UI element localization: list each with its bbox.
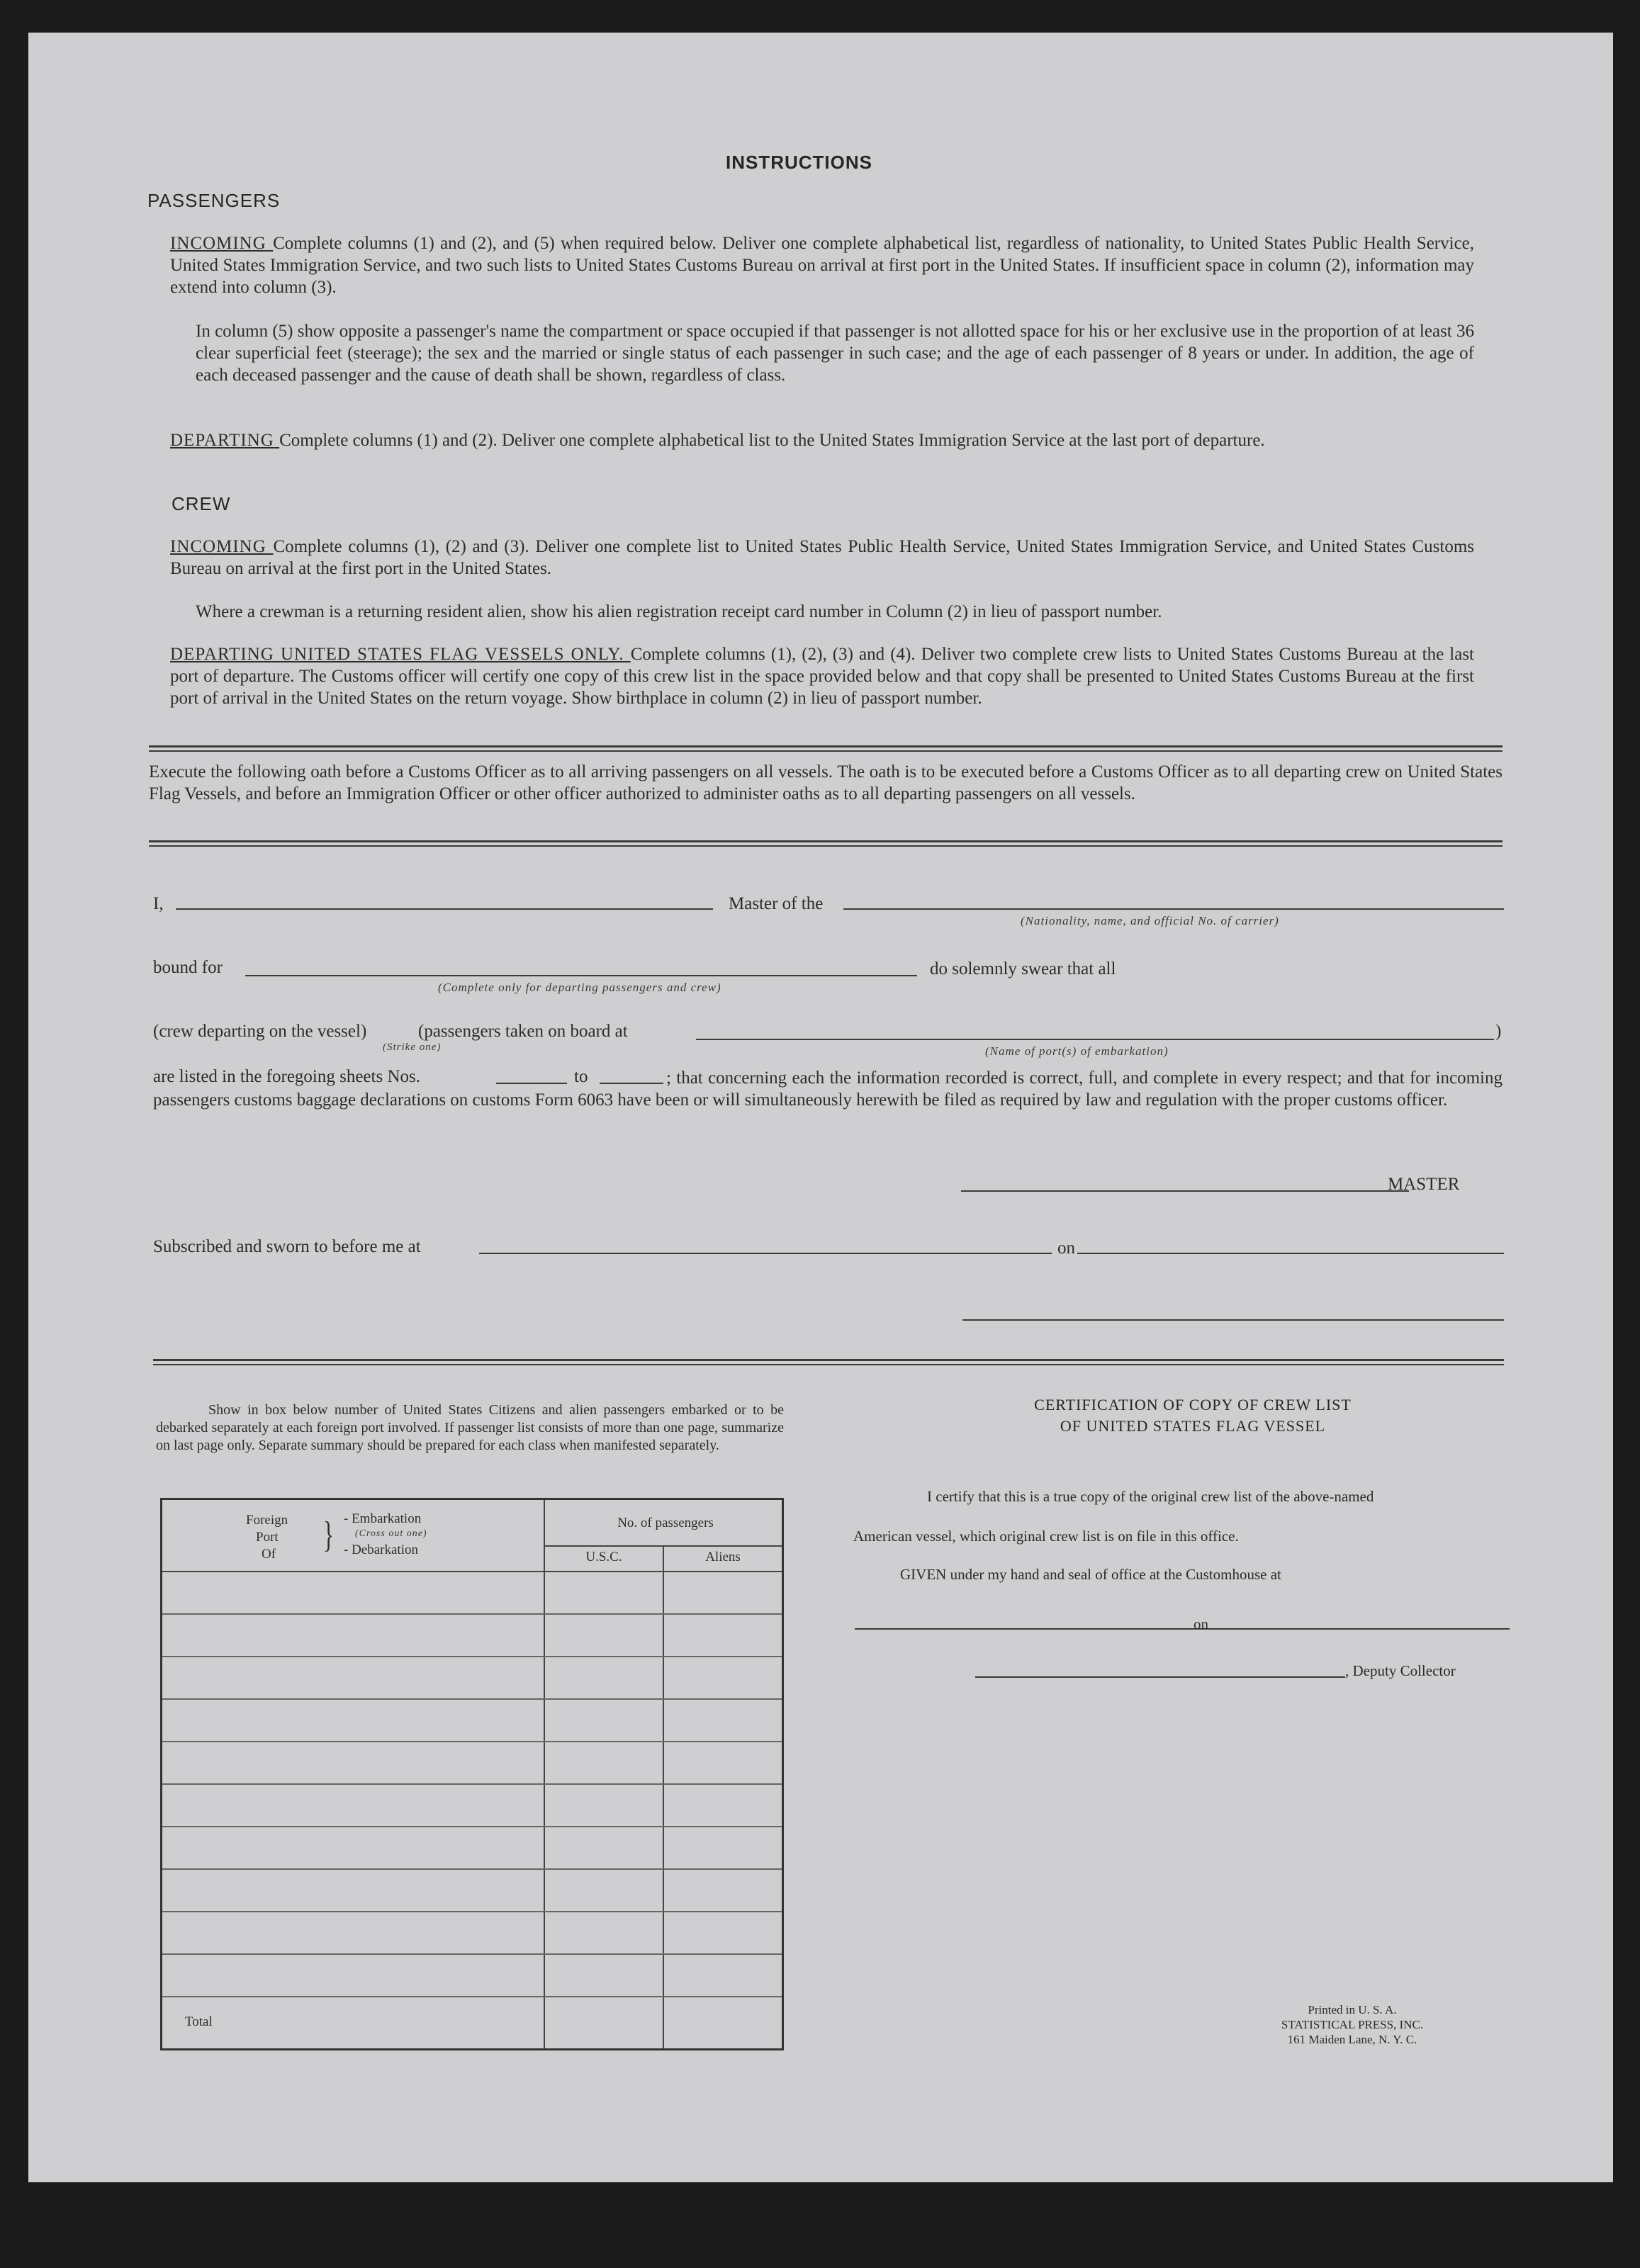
subscribed-date-line[interactable] bbox=[1077, 1253, 1504, 1254]
table-row-line bbox=[162, 1741, 782, 1742]
crew-heading: CREW bbox=[172, 493, 231, 514]
close-paren: ) bbox=[1495, 1022, 1502, 1041]
header-usc: U.S.C. bbox=[585, 1550, 622, 1564]
certification-title-2: OF UNITED STATES FLAG VESSEL bbox=[1060, 1417, 1326, 1435]
master-label: MASTER bbox=[1388, 1175, 1460, 1194]
master-name-line[interactable] bbox=[176, 908, 713, 910]
crew-resident-paragraph: Where a crewman is a returning resident alien, show his alien registration receipt card number in Column (2) in lieu of passport number. bbox=[196, 602, 1162, 621]
passengers-taken-option[interactable]: (passengers taken on board at bbox=[418, 1022, 628, 1041]
brace-mark: } bbox=[322, 1515, 334, 1555]
table-row-line bbox=[162, 1868, 782, 1870]
passengers-incoming-text: Complete columns (1) and (2), and (5) when required below. Deliver one complete alphabetical list, regardless of nationality, to United States Public Health Service, United States Immigration Service, and two such lists to United States Customs Bureau on arrival at first port in the United States. If insufficient space in column (2), information may extend into column (3). bbox=[170, 234, 1475, 297]
certification-line-1: I certify that this is a true copy of the original crew list of the above-named bbox=[927, 1488, 1374, 1505]
listed-label: are listed in the foregoing sheets Nos. bbox=[153, 1067, 420, 1086]
form-page bbox=[28, 33, 1613, 2182]
deputy-collector-label: , Deputy Collector bbox=[1345, 1662, 1456, 1679]
passengers-heading: PASSENGERS bbox=[147, 190, 281, 211]
table-row-line bbox=[162, 1656, 782, 1657]
header-debarkation: - Debarkation bbox=[344, 1542, 418, 1557]
passengers-incoming-lead: INCOMING bbox=[170, 234, 266, 253]
swear-label: do solemnly swear that all bbox=[930, 959, 1116, 978]
crew-incoming-text: Complete columns (1), (2) and (3). Deliver one complete list to United States Public Health Service, United States Immigration Service, and United States Customs Bureau on arrival at the first port in the United States. bbox=[170, 537, 1474, 578]
printer-imprint bbox=[1246, 2002, 1459, 2047]
listed-to-label: to bbox=[574, 1067, 588, 1086]
oath-body-text bbox=[153, 1067, 1503, 1111]
passengers-column5-paragraph: In column (5) show opposite a passenger's name the compartment or space occupied if that passenger is not allotted space for his or her exclusive use in the proportion of at least 36 clear superficial feet (steerage); the sex and the married or single status of each passenger in such case; and the age of each passenger of 8 years or under. In addition, the age of each deceased passenger and the cause of death shall be shown, regardless of class. bbox=[196, 322, 1474, 385]
printer-line-2: STATISTICAL PRESS, INC. bbox=[1281, 2018, 1424, 2031]
crew-departing-option[interactable]: (crew departing on the vessel) bbox=[153, 1022, 367, 1041]
passengers-incoming-paragraph bbox=[170, 232, 1474, 298]
crew-departing-text: Complete columns (1), (2), (3) and (4). Deliver two complete crew lists to United States Customs Bureau at the last port of departure. The Customs officer will certify one copy of this crew list in the space provided below and that copy shall be presented to United States Customs Bureau at the first port of arrival in the United States on the return voyage. Show birthplace in column (2) in lieu of passport number. bbox=[170, 645, 1474, 708]
bound-for-label: bound for bbox=[153, 958, 223, 977]
subscribed-on-label: on bbox=[1057, 1239, 1075, 1258]
table-col-divider-2 bbox=[663, 1545, 664, 2048]
table-row-line bbox=[162, 1698, 782, 1700]
table-row-line bbox=[162, 1826, 782, 1827]
crew-incoming-paragraph bbox=[170, 536, 1474, 580]
deputy-collector-signature-line[interactable] bbox=[975, 1676, 1345, 1678]
table-subheader-line bbox=[544, 1545, 782, 1547]
header-cross-out: (Cross out one) bbox=[355, 1528, 427, 1539]
certification-line-3: GIVEN under my hand and seal of office at the Customhouse at bbox=[900, 1566, 1281, 1583]
port-note: (Name of port(s) of embarkation) bbox=[985, 1044, 1169, 1058]
certification-date-line[interactable] bbox=[1213, 1628, 1510, 1630]
header-no-passengers: No. of passengers bbox=[617, 1516, 714, 1530]
header-port: Port bbox=[256, 1530, 279, 1545]
carrier-line[interactable] bbox=[843, 908, 1504, 910]
bound-for-line[interactable] bbox=[245, 975, 917, 976]
certification-title-1: CERTIFICATION OF COPY OF CREW LIST bbox=[1034, 1396, 1352, 1414]
certification-line-2: American vessel, which original crew list is on file in this office. bbox=[853, 1528, 1239, 1545]
passenger-summary-table bbox=[160, 1498, 784, 2050]
crew-departing-lead: DEPARTING UNITED STATES FLAG VESSELS ONLY. bbox=[170, 645, 624, 664]
divider-2 bbox=[149, 840, 1503, 847]
customhouse-place-line[interactable] bbox=[855, 1628, 1216, 1630]
passengers-departing-lead: DEPARTING bbox=[170, 431, 274, 450]
header-embarkation: - Embarkation bbox=[344, 1511, 422, 1526]
oath-intro-paragraph: Execute the following oath before a Customs Officer as to all arriving passengers on all vessels. The oath is to be executed before a Customs Officer as to all departing crew on United States Flag Vessels, and before an Immigration Officer or other officer authorized to administer oaths as to all departing passengers on all vessels. bbox=[149, 762, 1503, 803]
crew-departing-paragraph bbox=[170, 643, 1474, 709]
header-aliens: Aliens bbox=[705, 1550, 741, 1564]
passengers-departing-text: Complete columns (1) and (2). Deliver one complete alphabetical list to the United States Immigration Service at the last port of departure. bbox=[279, 431, 1265, 450]
total-label: Total bbox=[185, 2014, 213, 2029]
port-embarkation-line[interactable] bbox=[696, 1039, 1494, 1040]
strike-note: (Strike one) bbox=[383, 1042, 442, 1053]
instructions-title: INSTRUCTIONS bbox=[726, 152, 872, 173]
table-row-line bbox=[162, 1911, 782, 1912]
summary-instructions: Show in box below number of United States Citizens and alien passengers embarked or to be debarked separately at each foreign port involved. If passenger list consists of more than one page, summarize on last page only. Separate summary should be prepared for each class when manifested separately. bbox=[156, 1402, 784, 1453]
table-header-line bbox=[162, 1571, 782, 1572]
master-signature-line[interactable] bbox=[961, 1190, 1409, 1192]
passengers-departing-paragraph bbox=[170, 429, 1474, 451]
carrier-note: (Nationality, name, and official No. of carrier) bbox=[1021, 914, 1279, 927]
printer-line-3: 161 Maiden Lane, N. Y. C. bbox=[1287, 2033, 1417, 2046]
crew-incoming-lead: INCOMING bbox=[170, 537, 266, 556]
table-row-line bbox=[162, 1613, 782, 1615]
divider-1 bbox=[149, 745, 1503, 752]
table-row-line bbox=[162, 1953, 782, 1955]
master-of-the-label: Master of the bbox=[729, 894, 824, 913]
table-col-divider-1 bbox=[544, 1500, 545, 2048]
header-of: Of bbox=[262, 1547, 276, 1562]
certification-on-label: on bbox=[1194, 1615, 1208, 1632]
subscribed-place-line[interactable] bbox=[479, 1253, 1052, 1254]
officer-signature-line[interactable] bbox=[962, 1319, 1504, 1321]
table-row-line bbox=[162, 1783, 782, 1785]
oath-body-span: ; that concerning each the information recorded is correct, full, and complete in every respect; and that for incoming passengers customs baggage declarations on customs Form 6063 have been or will simultaneously herewith be filed as required by law and regulation with the proper customs officer. bbox=[153, 1068, 1503, 1110]
bound-note: (Complete only for departing passengers and crew) bbox=[438, 981, 721, 994]
printer-line-1: Printed in U. S. A. bbox=[1308, 2003, 1397, 2016]
table-row-line bbox=[162, 1996, 782, 1997]
oath-i-label: I, bbox=[153, 894, 164, 913]
subscribed-label: Subscribed and sworn to before me at bbox=[153, 1237, 421, 1256]
header-foreign: Foreign bbox=[246, 1513, 288, 1528]
divider-3 bbox=[153, 1359, 1504, 1365]
